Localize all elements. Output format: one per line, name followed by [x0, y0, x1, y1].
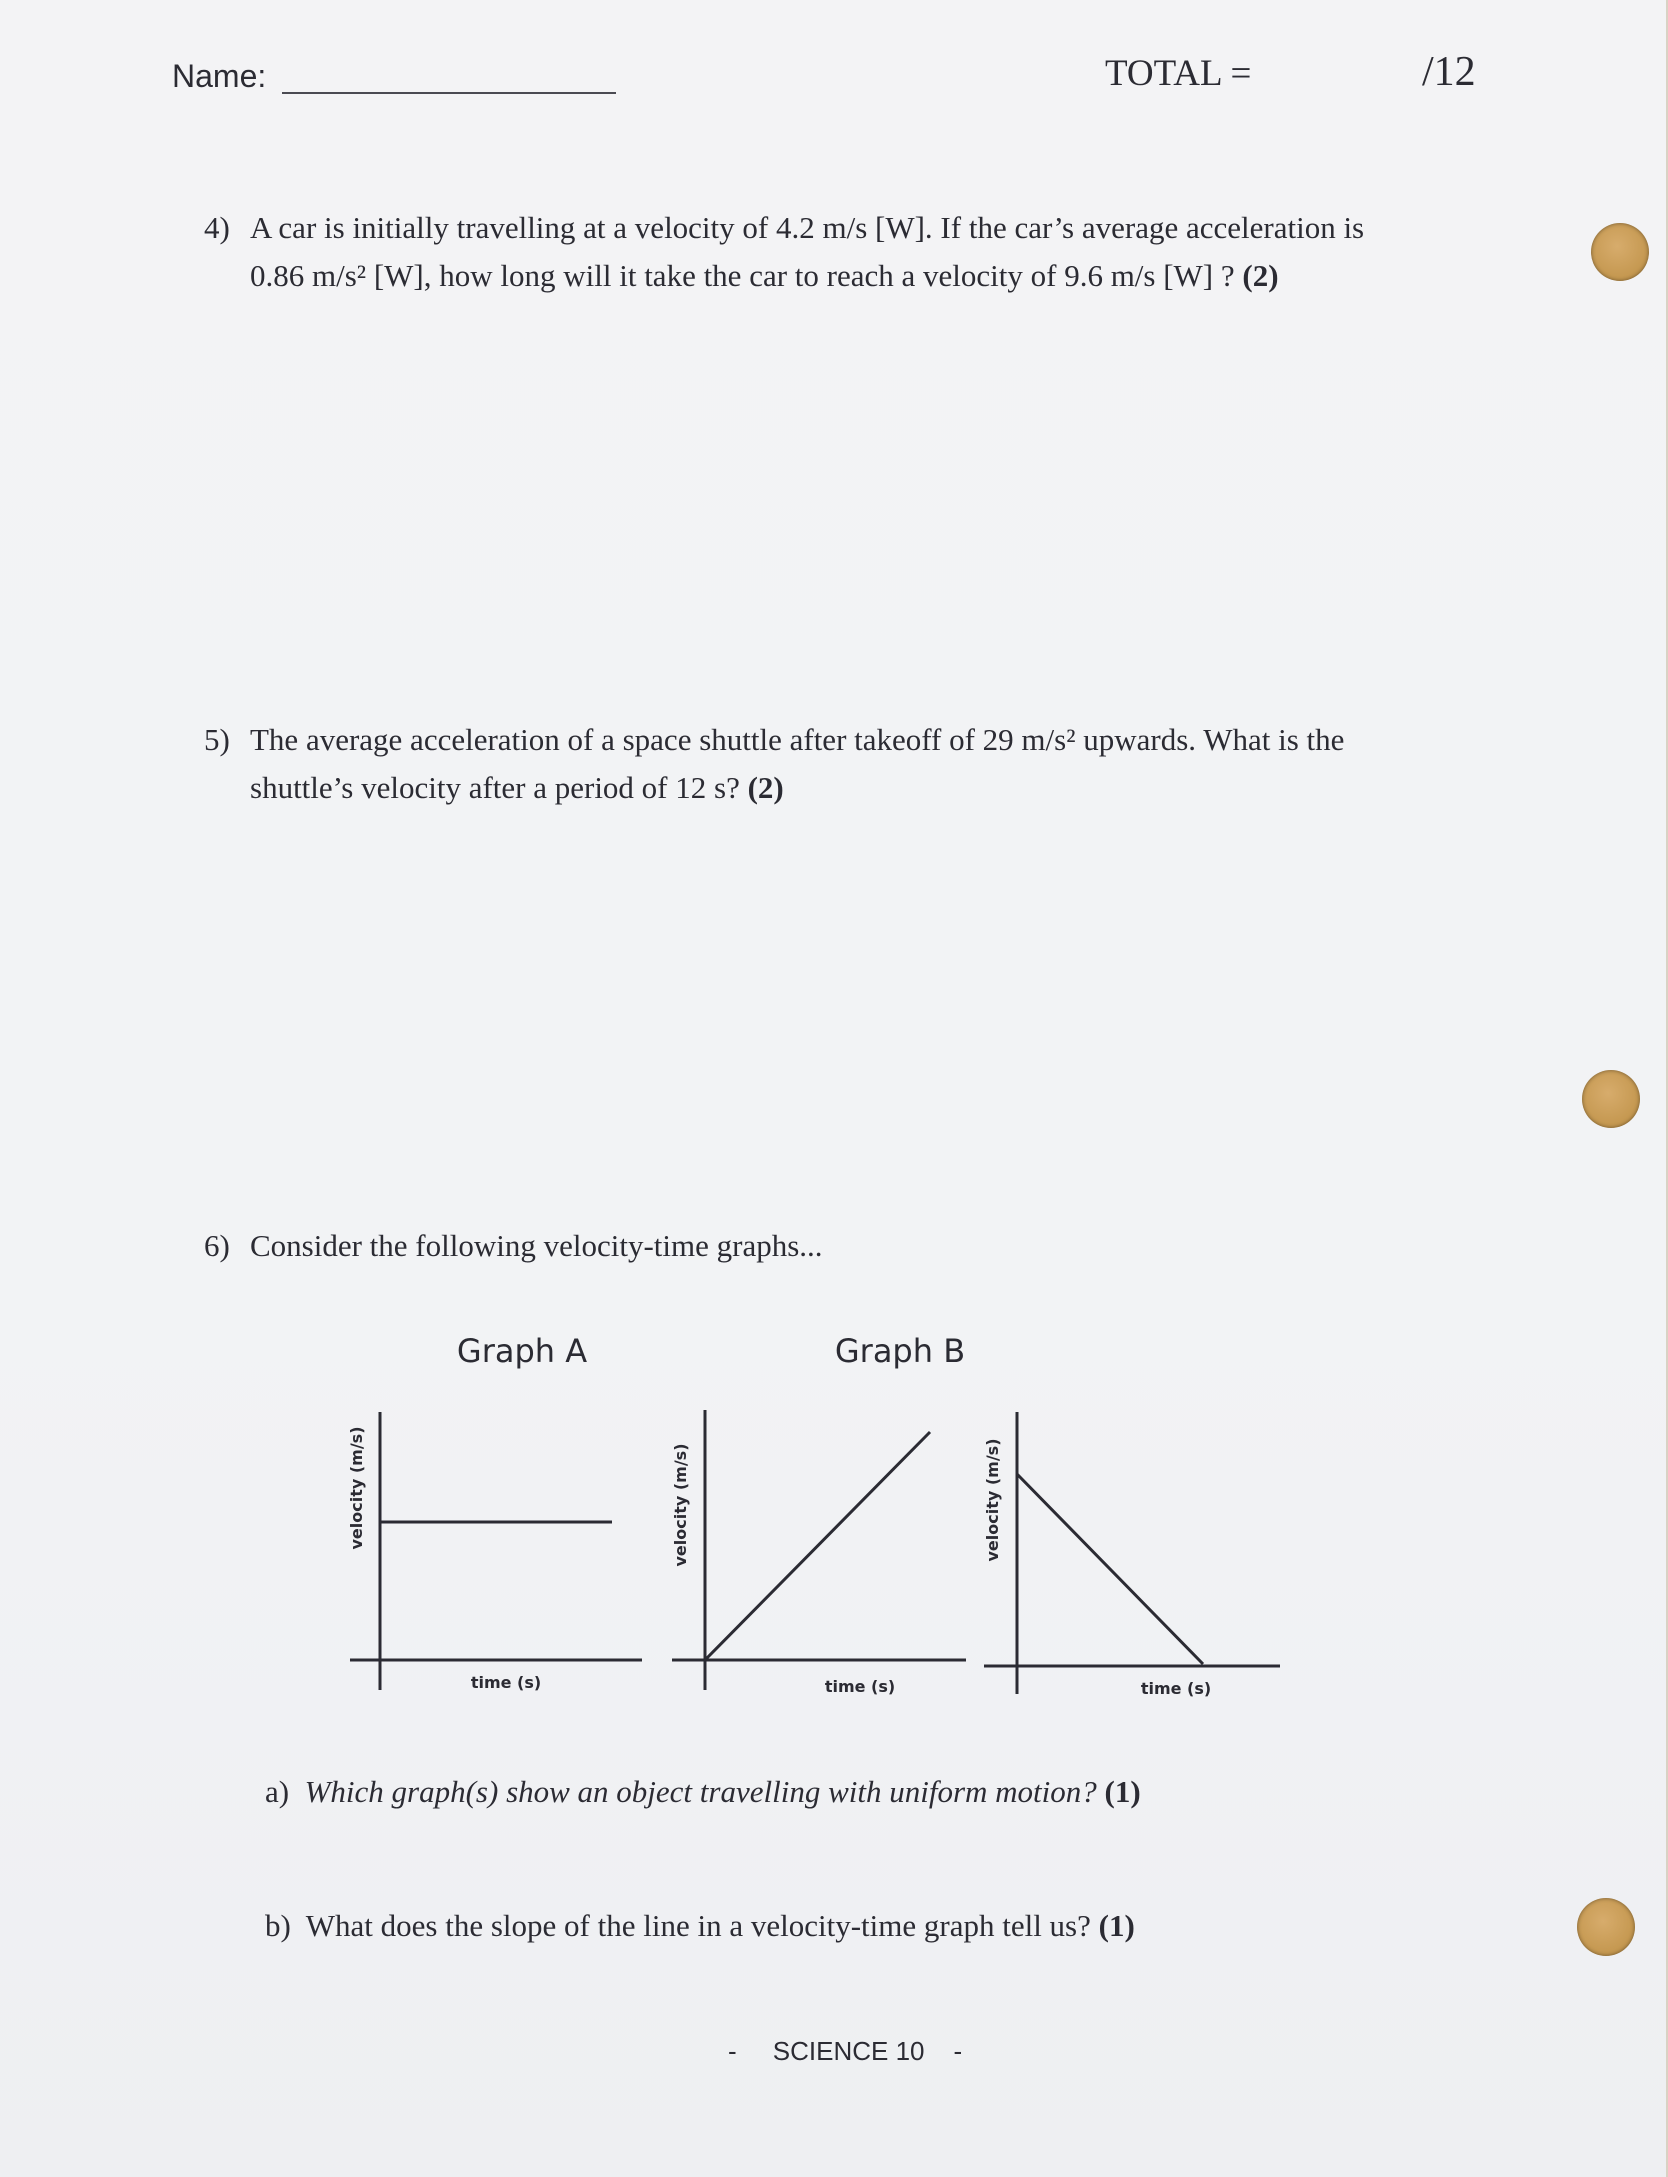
- question-6a-label: a): [265, 1774, 290, 1809]
- question-6b-marks: (1): [1098, 1908, 1135, 1943]
- graph-b-ylabel: velocity (m/s): [671, 1443, 690, 1567]
- graph-b: [672, 1410, 966, 1690]
- footer-dash-left: -: [728, 2036, 737, 2066]
- question-6a-text: Which graph(s) show an object travelling with uniform motion?: [304, 1774, 1097, 1809]
- question-4-line-1: A car is initially travelling at a velocity of 4.2 m/s [W]. If the car’s average acceleration is: [250, 210, 1365, 245]
- question-6b: [265, 1902, 1135, 1950]
- total-out-of: /12: [1422, 49, 1476, 95]
- question-5-number: 5): [204, 722, 230, 757]
- graph-a-title: Graph A: [456, 1332, 588, 1370]
- question-5-line-2: shuttle’s velocity after a period of 12 s?: [250, 770, 740, 805]
- graph-b-title: Graph B: [834, 1332, 966, 1370]
- question-6-number: 6): [204, 1228, 230, 1263]
- question-6a: [265, 1768, 1141, 1816]
- graph-a-ylabel: velocity (m/s): [347, 1426, 366, 1550]
- question-6-line-1: Consider the following velocity-time graphs...: [250, 1228, 823, 1263]
- question-5-marks: (2): [747, 770, 784, 805]
- question-4-number: 4): [204, 210, 230, 245]
- question-6a-answer-space[interactable]: [260, 1820, 1460, 1900]
- total-label: TOTAL =: [1105, 53, 1252, 94]
- footer-text: SCIENCE 10: [772, 2036, 925, 2066]
- question-5-line-1: The average acceleration of a space shuttle after takeoff of 29 m/s² upwards. What is the: [250, 722, 1345, 757]
- footer-dash-right: -: [953, 2036, 963, 2066]
- question-4-line-2: 0.86 m/s² [W], how long will it take the car to reach a velocity of 9.6 m/s [W] ?: [250, 258, 1235, 293]
- graph-c: [984, 1412, 1280, 1694]
- graph-c-ylabel: velocity (m/s): [983, 1438, 1002, 1562]
- graph-a-xlabel: time (s): [470, 1673, 542, 1692]
- question-6b-text: What does the slope of the line in a velocity-time graph tell us?: [305, 1908, 1091, 1943]
- graph-b-line: [705, 1432, 930, 1660]
- graph-b-xlabel: time (s): [824, 1677, 896, 1696]
- graph-a: [350, 1412, 642, 1690]
- graph-c-xlabel: time (s): [1140, 1679, 1212, 1698]
- name-label: Name:: [172, 58, 267, 94]
- footer: [728, 2036, 962, 2067]
- graph-c-line: [1017, 1474, 1203, 1664]
- question-6b-label: b): [265, 1908, 291, 1943]
- question-6b-answer-space[interactable]: [260, 1956, 1460, 2036]
- question-6a-marks: (1): [1104, 1774, 1141, 1809]
- question-4-marks: (2): [1242, 258, 1279, 293]
